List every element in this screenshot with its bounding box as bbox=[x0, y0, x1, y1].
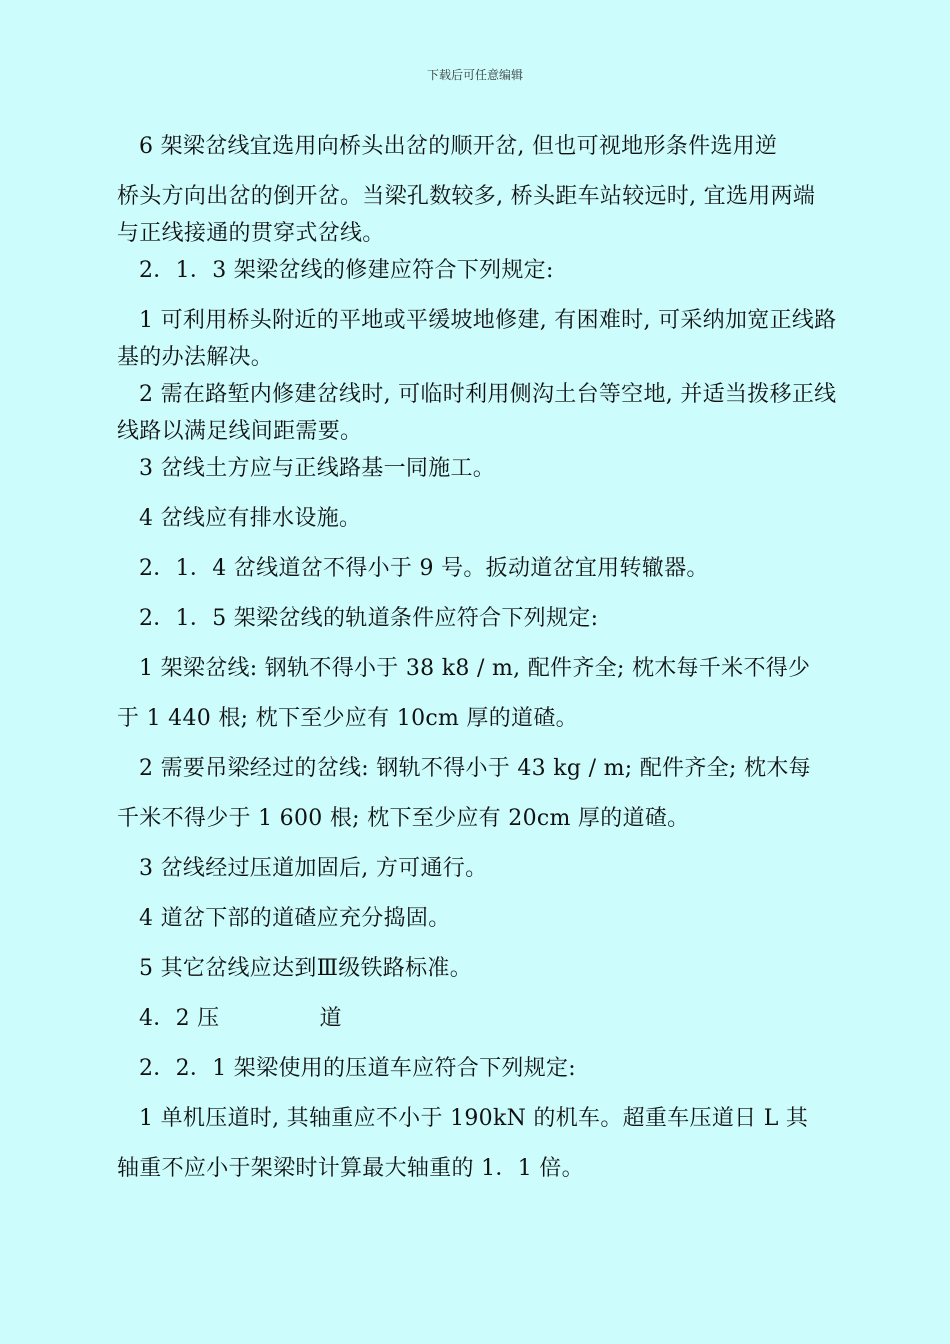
paragraph: 于 1 440 根; 枕下至少应有 10cm 厚的道碴。 bbox=[117, 706, 578, 731]
paragraph: 2 需在路堑内修建岔线时, 可临时利用侧沟土台等空地, 并适当拨移正线线路以满足线间距需要。 bbox=[117, 382, 837, 444]
paragraph: 1 单机压道时, 其轴重应不小于 190kN 的机车。超重车压道日 L 其 bbox=[139, 1106, 809, 1131]
section-heading: 2．1．5 架梁岔线的轨道条件应符合下列规定: bbox=[139, 606, 599, 631]
paragraph: 4 道岔下部的道碴应充分捣固。 bbox=[139, 906, 451, 931]
chapter-heading-part: 道 bbox=[319, 1006, 342, 1031]
paragraph: 轴重不应小于架梁时计算最大轴重的 1．1 倍。 bbox=[117, 1156, 584, 1181]
paragraph: 6 架梁岔线宜选用向桥头出岔的顺开岔, 但也可视地形条件选用逆 bbox=[139, 134, 778, 159]
section-heading: 2．1．4 岔线道岔不得小于 9 号。扳动道岔宜用转辙器。 bbox=[139, 556, 709, 581]
section-heading: 2．2．1 架梁使用的压道车应符合下列规定: bbox=[139, 1056, 576, 1081]
paragraph: 1 可利用桥头附近的平地或平缓坡地修建, 有困难时, 可采纳加宽正线路基的办法解决。 bbox=[117, 308, 837, 370]
page-header-note: 下载后可任意编辑 bbox=[426, 68, 523, 82]
paragraph: 3 岔线经过压道加固后, 方可通行。 bbox=[139, 856, 488, 881]
chapter-heading-part: 4．2 压 bbox=[139, 1006, 220, 1031]
paragraph: 桥头方向出岔的倒开岔。当梁孔数较多, 桥头距车站较远时, 宜选用两端与正线接通的贯穿式岔线。 bbox=[117, 184, 816, 246]
paragraph: 4 岔线应有排水设施。 bbox=[139, 506, 362, 531]
section-heading: 2．1．3 架梁岔线的修建应符合下列规定: bbox=[139, 258, 554, 283]
paragraph: 5 其它岔线应达到Ⅲ级铁路标准。 bbox=[139, 956, 473, 981]
paragraph: 2 需要吊梁经过的岔线: 钢轨不得小于 43 kg / m; 配件齐全; 枕木每 bbox=[139, 756, 811, 781]
paragraph: 3 岔线土方应与正线路基一同施工。 bbox=[139, 456, 496, 481]
paragraph: 1 架梁岔线: 钢轨不得小于 38 k8 / m, 配件齐全; 枕木每千米不得少 bbox=[139, 656, 811, 681]
document-body bbox=[117, 128, 837, 1187]
chapter-heading bbox=[117, 1000, 837, 1037]
paragraph: 千米不得少于 1 600 根; 枕下至少应有 20cm 厚的道碴。 bbox=[117, 806, 690, 831]
